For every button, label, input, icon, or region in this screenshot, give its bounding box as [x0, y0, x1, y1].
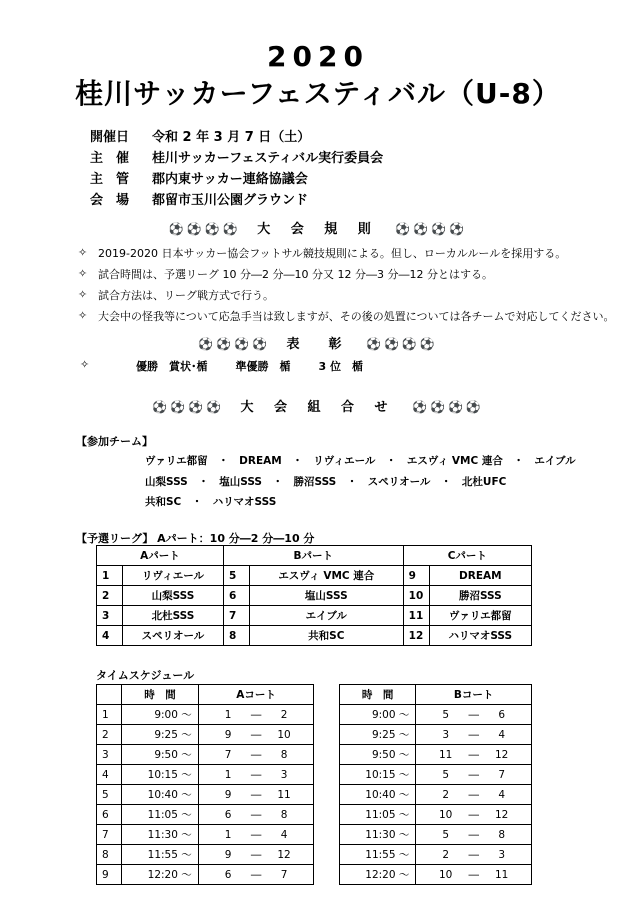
home-team: 1	[224, 768, 232, 781]
league-header-row	[97, 546, 532, 566]
dash: ―	[468, 768, 479, 781]
table-row	[97, 606, 532, 626]
awards-list	[80, 358, 391, 374]
rule-text: 試合時間は、予選リーグ 10 分―2 分―10 分又 12 分―3 分―12 分とはする。	[98, 267, 493, 281]
away-team: 2	[280, 708, 288, 721]
rule-text: 試合方法は、リーグ戦方式で行う。	[98, 288, 274, 302]
away-team: 7	[280, 868, 288, 881]
soccer-ball-icon: ⚽⚽⚽⚽	[198, 337, 270, 351]
info-value: 都留市玉川公園グラウンド	[152, 193, 309, 208]
away-team: 11	[495, 868, 509, 881]
info-value: 桂川サッカーフェスティバル実行委員会	[152, 151, 384, 166]
column-spacer	[314, 845, 339, 865]
home-team: 7	[224, 748, 232, 761]
table-row	[97, 825, 532, 845]
match-time: 9:00 ～	[122, 705, 199, 725]
away-team: 3	[280, 768, 288, 781]
home-team: 5	[442, 768, 450, 781]
court-a-match	[198, 745, 314, 765]
rule-item	[78, 284, 615, 305]
info-row-manager	[90, 167, 383, 188]
match-time: 12:20 ～	[339, 865, 416, 885]
team-name: 塩山SSS	[249, 586, 403, 606]
column-spacer	[314, 765, 339, 785]
table-row	[97, 865, 532, 885]
column-spacer	[314, 865, 339, 885]
court-a-match	[198, 865, 314, 885]
schedule-table	[96, 684, 532, 885]
court-b-match	[416, 725, 532, 745]
away-team: 12	[495, 748, 509, 761]
column-spacer	[314, 825, 339, 845]
award-item: 優勝 賞状･楯	[136, 360, 208, 373]
away-team: 3	[498, 848, 506, 861]
team-number: 11	[403, 606, 429, 626]
column-header: Aコート	[198, 685, 314, 705]
table-row	[97, 586, 532, 606]
combination-heading-text: 大 会 組 合 せ	[240, 400, 396, 415]
soccer-ball-icon: ⚽⚽⚽⚽	[152, 400, 224, 414]
combination-heading	[0, 396, 636, 415]
court-b-match	[416, 785, 532, 805]
team-number: 7	[223, 606, 249, 626]
column-header	[97, 685, 122, 705]
home-team: 1	[224, 828, 232, 841]
sparkle-icon: ✧	[78, 267, 88, 280]
column-header: Bパート	[223, 546, 403, 566]
home-team: 2	[442, 788, 450, 801]
schedule-label: タイムスケジュール	[96, 669, 195, 682]
home-team: 5	[442, 708, 450, 721]
awards-heading-text: 表 彰	[286, 337, 350, 352]
court-b-match	[416, 825, 532, 845]
court-b-match	[416, 705, 532, 725]
dash: ―	[468, 748, 479, 761]
sparkle-icon: ✧	[78, 288, 88, 301]
dash: ―	[468, 848, 479, 861]
info-label: 主 管	[90, 172, 130, 187]
soccer-ball-icon: ⚽⚽⚽⚽	[168, 222, 241, 236]
match-time: 9:00 ～	[339, 705, 416, 725]
column-spacer	[314, 685, 339, 705]
team-name: 勝沼SSS	[429, 586, 531, 606]
away-team: 7	[498, 768, 506, 781]
dash: ―	[468, 708, 479, 721]
dash: ―	[250, 788, 262, 801]
match-number: 1	[97, 705, 122, 725]
dash: ―	[250, 708, 262, 721]
team-number: 4	[97, 626, 123, 646]
team-number: 8	[223, 626, 249, 646]
dash: ―	[250, 828, 262, 841]
team-name: DREAM	[429, 566, 531, 586]
team-number: 6	[223, 586, 249, 606]
team-number: 9	[403, 566, 429, 586]
away-team: 6	[498, 708, 506, 721]
column-spacer	[314, 745, 339, 765]
court-a-match	[198, 705, 314, 725]
soccer-ball-icon: ⚽⚽⚽⚽	[412, 400, 484, 414]
court-b-match	[416, 845, 532, 865]
match-number: 6	[97, 805, 122, 825]
team-name: 山梨SSS	[123, 586, 224, 606]
dash: ―	[468, 868, 479, 881]
soccer-ball-icon: ⚽⚽⚽⚽	[395, 222, 468, 236]
info-label: 開催日	[90, 130, 130, 145]
table-row	[97, 745, 532, 765]
home-team: 9	[224, 788, 232, 801]
home-team: 10	[439, 868, 453, 881]
match-time: 11:30 ～	[122, 825, 199, 845]
rules-heading	[0, 218, 636, 237]
dash: ―	[250, 768, 262, 781]
home-team: 3	[442, 728, 450, 741]
column-header: 時 間	[122, 685, 199, 705]
table-row	[97, 626, 532, 646]
away-team: 8	[498, 828, 506, 841]
dash: ―	[468, 828, 479, 841]
match-time: 9:25 ～	[122, 725, 199, 745]
court-b-match	[416, 805, 532, 825]
column-header: Bコート	[416, 685, 532, 705]
team-name: スペリオール	[123, 626, 224, 646]
sparkle-icon: ✧	[78, 309, 88, 322]
column-header: Aパート	[97, 546, 224, 566]
away-team: 11	[277, 788, 291, 801]
table-row	[97, 566, 532, 586]
column-spacer	[314, 725, 339, 745]
match-number: 9	[97, 865, 122, 885]
team-name: 共和SC	[249, 626, 403, 646]
table-row	[97, 805, 532, 825]
match-time: 10:40 ～	[122, 785, 199, 805]
soccer-ball-icon: ⚽⚽⚽⚽	[366, 337, 438, 351]
award-item: 準優勝 楯	[235, 360, 291, 373]
away-team: 4	[498, 728, 506, 741]
team-name: エイブル	[249, 606, 403, 626]
court-a-match	[198, 805, 314, 825]
award-item: 3 位 楯	[318, 360, 363, 373]
info-label: 主 催	[90, 151, 130, 166]
match-number: 7	[97, 825, 122, 845]
info-row-organizer	[90, 146, 383, 167]
court-b-match	[416, 865, 532, 885]
match-number: 2	[97, 725, 122, 745]
table-row	[97, 785, 532, 805]
away-team: 12	[277, 848, 291, 861]
match-time: 9:50 ～	[339, 745, 416, 765]
column-header: Cパート	[403, 546, 531, 566]
page-title: 桂川サッカーフェスティバル（U-8）	[75, 77, 561, 110]
home-team: 11	[439, 748, 453, 761]
dash: ―	[250, 868, 262, 881]
court-b-match	[416, 765, 532, 785]
match-time: 12:20 ～	[122, 865, 199, 885]
team-name: エスヴィ VMC 連合	[249, 566, 403, 586]
dash: ―	[250, 748, 262, 761]
home-team: 6	[224, 808, 232, 821]
away-team: 10	[277, 728, 291, 741]
court-b-match	[416, 745, 532, 765]
teams-label: 【参加チーム】	[76, 435, 153, 448]
away-team: 4	[498, 788, 506, 801]
dash: ―	[250, 848, 262, 861]
rule-item	[78, 263, 615, 284]
match-time: 11:05 ～	[122, 805, 199, 825]
team-number: 3	[97, 606, 123, 626]
away-team: 12	[495, 808, 509, 821]
home-team: 1	[224, 708, 232, 721]
away-team: 4	[280, 828, 288, 841]
court-a-match	[198, 765, 314, 785]
rules-list	[78, 242, 615, 326]
column-spacer	[314, 785, 339, 805]
rule-item	[78, 305, 615, 326]
match-time: 9:25 ～	[339, 725, 416, 745]
league-table	[96, 545, 532, 646]
team-number: 12	[403, 626, 429, 646]
match-time: 10:15 ～	[339, 765, 416, 785]
team-number: 10	[403, 586, 429, 606]
away-team: 8	[280, 748, 288, 761]
court-a-match	[198, 785, 314, 805]
rule-text: 大会中の怪我等について応急手当は致しますが、その後の処置については各チームで対応してください。	[98, 309, 615, 323]
match-time: 10:40 ～	[339, 785, 416, 805]
court-a-match	[198, 825, 314, 845]
teams-line: 共和SC ・ ハリマオSSS	[145, 496, 277, 508]
home-team: 2	[442, 848, 450, 861]
team-number: 2	[97, 586, 123, 606]
away-team: 8	[280, 808, 288, 821]
match-number: 8	[97, 845, 122, 865]
info-row-venue	[90, 188, 383, 209]
match-time: 11:30 ～	[339, 825, 416, 845]
year: 2020	[267, 40, 369, 73]
team-name: 北杜SSS	[123, 606, 224, 626]
match-number: 5	[97, 785, 122, 805]
home-team: 6	[224, 868, 232, 881]
team-name: ヴァリエ都留	[429, 606, 531, 626]
table-row	[97, 765, 532, 785]
sparkle-icon: ✧	[78, 246, 88, 259]
table-row	[97, 705, 532, 725]
home-team: 10	[439, 808, 453, 821]
team-name: ハリマオSSS	[429, 626, 531, 646]
teams-line: ヴァリエ都留 ・ DREAM ・ リヴィエール ・ エスヴィ VMC 連合 ・ エイブル	[145, 455, 576, 467]
court-a-match	[198, 725, 314, 745]
info-value: 郡内東サッカー連絡協議会	[152, 172, 308, 187]
team-number: 1	[97, 566, 123, 586]
dash: ―	[468, 788, 479, 801]
info-label: 会 場	[90, 193, 130, 208]
table-row	[97, 845, 532, 865]
dash: ―	[468, 728, 479, 741]
event-info	[90, 125, 383, 209]
match-time: 10:15 ～	[122, 765, 199, 785]
column-header: 時 間	[339, 685, 416, 705]
column-spacer	[314, 805, 339, 825]
home-team: 9	[224, 728, 232, 741]
league-label: 【予選リーグ】 Aパート：10 分―2 分―10 分	[76, 532, 315, 545]
court-a-match	[198, 845, 314, 865]
schedule-header-row	[97, 685, 532, 705]
rules-heading-text: 大 会 規 則	[257, 222, 379, 237]
dash: ―	[468, 808, 479, 821]
rule-item	[78, 242, 615, 263]
home-team: 5	[442, 828, 450, 841]
match-time: 11:05 ～	[339, 805, 416, 825]
match-time: 9:50 ～	[122, 745, 199, 765]
dash: ―	[250, 728, 262, 741]
match-time: 11:55 ～	[122, 845, 199, 865]
team-name: リヴィエール	[123, 566, 224, 586]
awards-heading	[0, 333, 636, 352]
column-spacer	[314, 705, 339, 725]
teams-line: 山梨SSS ・ 塩山SSS ・ 勝沼SSS ・ スペリオール ・ 北杜UFC	[145, 476, 507, 488]
sparkle-icon: ✧	[80, 358, 90, 371]
dash: ―	[250, 808, 262, 821]
team-number: 5	[223, 566, 249, 586]
table-row	[97, 725, 532, 745]
match-time: 11:55 ～	[339, 845, 416, 865]
home-team: 9	[224, 848, 232, 861]
match-number: 3	[97, 745, 122, 765]
rule-text: 2019-2020 日本サッカー協会フットサル競技規則による。但し、ローカルルールを採用する。	[98, 246, 567, 260]
info-row-date	[90, 125, 383, 146]
match-number: 4	[97, 765, 122, 785]
info-value: 令和 2 年 3 月 7 日（土）	[152, 130, 311, 145]
